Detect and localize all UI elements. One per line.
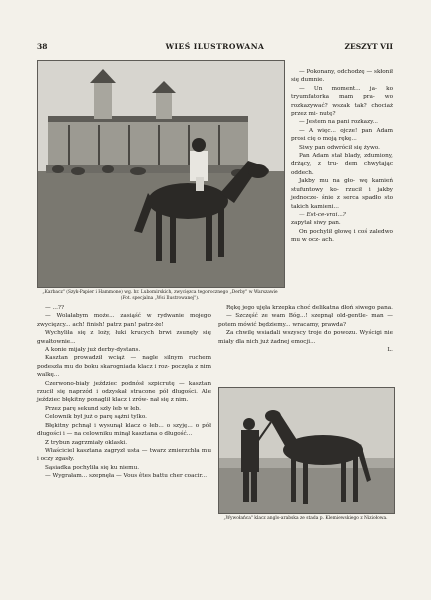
paragraph: Wychyliła się z loży, łuki krucych brwi zsunęły się gwałtownie... (37, 330, 211, 345)
issue-label: ZESZYT VII (344, 42, 393, 51)
paragraph: zapytał siwy pan. (291, 220, 341, 227)
paragraph: Celownik był już o parę sążni tylko. (45, 414, 147, 421)
left-column (37, 304, 211, 481)
paragraph: Błękitny pchnął i wysunął klacz o łeb... o szyję... o pół długości i — na celowniku minął kasztana o długość... (37, 422, 211, 438)
paragraph: On pochylił głowę i coś zaledwo mu w ocz- ach. (291, 228, 393, 244)
derby-photo-caption: „Karbacz" (Szyk-Papier i Hammone) wg. hr. Lubomirskich, zwycięzca tegorocznego „Derby" w Warszawie (Fot. specjalna „Wsi Ilustrowanej"). (42, 290, 278, 301)
paragraph: Pan Adam stał blady, zdumiony, drżący, z tru- dem chwytając oddech. (291, 153, 393, 176)
mare-photo-caption: „Wywołańca" klacz anglo-arabska ze stada p. Klemiewskiego z Niziołowa. (223, 516, 388, 521)
paragraph: — Jestem na pani rozkazy... (299, 119, 378, 126)
paragraph: Przez parę sekund szły łeb w łeb. (45, 405, 141, 412)
paragraph: Za chwilę wsiadali wszyscy troje do powozu. Wyścigi nie miały dla nich już żadnej emocji... (218, 330, 393, 345)
page-number: 38 (37, 42, 48, 51)
paragraph: Rękę jego ujęła krzepka choć delikatna dłoń siwego pana. (226, 305, 393, 311)
mare-photo (218, 387, 395, 514)
paragraph: — Wolałabym może... zasiąść w rydwanie mojego zwycięzcy... ach! finish! patrz pan! patrz-że! (37, 313, 211, 328)
author-initial: L. (387, 347, 393, 354)
derby-photo-illustration (38, 61, 284, 287)
paragraph: — Un moment... ja- ko tryumfatorka mam pra- wo rozkazywać? wszak tak? chociaż przez mi- nutę? (291, 85, 393, 118)
paragraph: — Wygrałam... szepnęła — Vous êtes battu cher coacir... (45, 473, 208, 480)
journal-title: WIEŚ ILUSTROWANA (165, 42, 265, 51)
paragraph: Jakby mu na gło- wę kamień stufuntowy ko- rzucił i jakby jednocze- śnie z serca spadło sto takich kamieni... (291, 178, 393, 210)
right-column-bottom (218, 304, 393, 354)
derby-winner-photo (37, 60, 285, 288)
paragraph: Czerwono-biały jeździec podnósł szpicrutę — kasztan rzucił się naprzód i odzyskał stracone pół długości. Ale jeździec błękitny ponaglił klacz i zrów- nał się z nim. (37, 380, 211, 404)
paragraph: — Szczęść ze wam Bóg...! szepnął old-gentle- man — potem mówić będziemy... wracamy, prawda? (218, 313, 393, 328)
paragraph: Sąsiadka pochyliła się ku niemu. (45, 464, 140, 471)
paragraph: — A więc... ojcze! pan Adam prosi cię o moją rękę... (291, 127, 393, 143)
paragraph: Siwy pan odwrócił się żywo. (299, 144, 380, 151)
paragraph: — ...?? (45, 305, 65, 311)
right-column-top (291, 68, 393, 245)
paragraph: Kasztan prowadził wciąż — nagle silnym ruchem podeszła mu do boku skarogniada klacz i roz- poczęła z nim walkę... (37, 355, 211, 379)
paragraph: — Est-ce-vrai...? (299, 211, 346, 218)
paragraph: — Pokonany, odchodzę — skłonił się dumnie. (291, 69, 393, 84)
paragraph: Właściciel kasztana zagryzł usta — twarz zmierzchła mu i oczy zgasły. (37, 447, 211, 463)
paragraph: Z trybun zagrzmiały oklaski. (45, 439, 128, 446)
mare-photo-illustration (219, 388, 394, 513)
paragraph: A konie mijały już derby-dystans. (45, 347, 141, 354)
